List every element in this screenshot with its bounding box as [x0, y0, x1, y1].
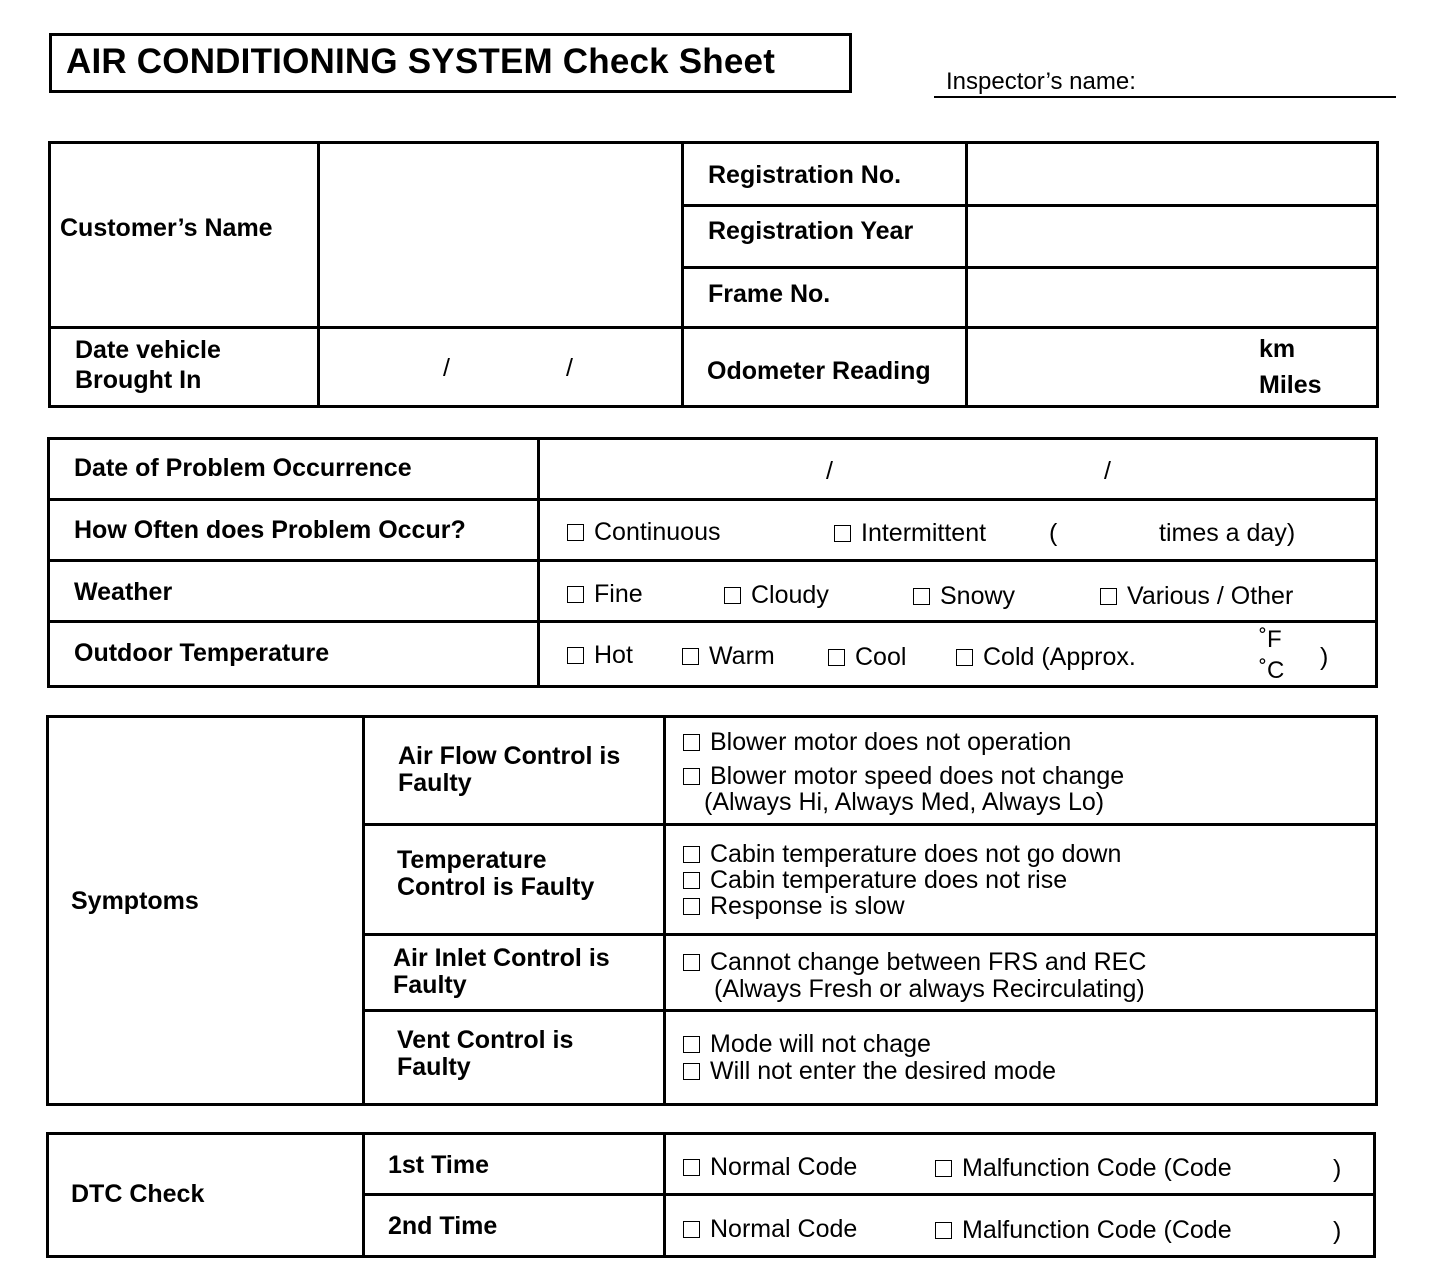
option-label: Cabin temperature does not rise	[710, 866, 1068, 894]
option-label: Normal Code	[710, 1215, 858, 1243]
checkbox[interactable]	[935, 1160, 952, 1177]
option-label: Blower motor speed does not change	[710, 762, 1125, 790]
date-separator: /	[443, 354, 450, 382]
weather-snowy-option[interactable]	[913, 582, 1015, 611]
date-of-problem-label: Date of Problem Occurrence	[74, 454, 412, 482]
option-label: Snowy	[940, 582, 1016, 610]
frame-no-field[interactable]	[970, 270, 1375, 324]
date-brought-in-label-line1: Date vehicle	[75, 336, 221, 364]
checkbox[interactable]	[683, 954, 700, 971]
dtc1-malfunction-code-option[interactable]	[935, 1154, 1232, 1183]
option-label: Cold (Approx.	[983, 643, 1136, 671]
divider	[663, 715, 666, 1106]
page-title: AIR CONDITIONING SYSTEM Check Sheet	[66, 42, 776, 81]
dtc-check-label: DTC Check	[71, 1180, 205, 1208]
registration-no-label: Registration No.	[708, 161, 902, 189]
paren-close: )	[1333, 1155, 1342, 1183]
weather-other-option[interactable]	[1100, 582, 1293, 611]
weather-cloudy-option[interactable]	[724, 581, 829, 610]
checkbox[interactable]	[935, 1222, 952, 1239]
vent-not-desired-mode-option[interactable]	[683, 1057, 1056, 1086]
checkbox[interactable]	[828, 649, 845, 666]
temp-control-label-line2: Control is Faulty	[397, 873, 595, 901]
divider	[47, 620, 1378, 623]
option-label: Cabin temperature does not go down	[710, 840, 1122, 868]
date-brought-in-field[interactable]	[322, 330, 678, 404]
checkbox[interactable]	[567, 647, 584, 664]
divider	[362, 715, 365, 1106]
divider	[47, 498, 1378, 501]
airflow-label	[398, 743, 620, 797]
temp-not-down-option[interactable]	[683, 840, 1121, 869]
approx-temp-field[interactable]	[1162, 630, 1254, 680]
date-separator: /	[566, 354, 573, 382]
temp-control-label	[397, 847, 594, 901]
air-inlet-label	[393, 945, 610, 999]
option-label: Normal Code	[710, 1153, 858, 1181]
divider	[362, 1193, 1376, 1196]
option-label: Malfunction Code (Code	[962, 1154, 1232, 1182]
dtc2-malfunction-code-option[interactable]	[935, 1216, 1232, 1245]
divider	[681, 141, 684, 408]
checkbox[interactable]	[567, 586, 584, 603]
option-label: Will not enter the desired mode	[710, 1057, 1057, 1085]
inlet-note: (Always Fresh or always Recirculating)	[714, 975, 1145, 1003]
vent-control-label-line2: Faulty	[397, 1053, 471, 1081]
checkbox[interactable]	[683, 898, 700, 915]
divider	[362, 1009, 1378, 1012]
airflow-note: (Always Hi, Always Med, Always Lo)	[704, 788, 1105, 816]
odometer-label: Odometer Reading	[707, 357, 931, 385]
symptoms-label: Symptoms	[71, 887, 199, 915]
checkbox[interactable]	[682, 648, 699, 665]
checkbox[interactable]	[567, 524, 584, 541]
checkbox[interactable]	[683, 872, 700, 889]
dtc2-normal-code-option[interactable]	[683, 1215, 857, 1244]
airflow-blower-speed-option[interactable]	[683, 762, 1124, 791]
weather-label: Weather	[74, 578, 173, 606]
divider	[681, 266, 1379, 269]
frequency-label: How Often does Problem Occur?	[74, 516, 466, 544]
option-label: Warm	[709, 642, 775, 670]
divider	[537, 437, 540, 688]
option-label: Fine	[594, 580, 643, 608]
option-label: Various / Other	[1127, 582, 1294, 610]
airflow-blower-no-operation-option[interactable]	[683, 728, 1071, 757]
temp-slow-response-option[interactable]	[683, 892, 905, 921]
vent-mode-not-change-option[interactable]	[683, 1030, 931, 1059]
frame-no-label: Frame No.	[708, 280, 831, 308]
divider	[362, 823, 1378, 826]
date-separator: /	[826, 457, 833, 485]
option-label: Malfunction Code (Code	[962, 1216, 1232, 1244]
vent-control-label-line1: Vent Control is	[397, 1026, 574, 1054]
customer-name-label: Customer’s Name	[60, 214, 273, 242]
checkbox[interactable]	[956, 649, 973, 666]
air-inlet-label-line1: Air Inlet Control is	[393, 944, 610, 972]
checkbox[interactable]	[683, 1221, 700, 1238]
airflow-label-line1: Air Flow Control is	[398, 742, 621, 770]
divider	[317, 141, 320, 408]
divider	[47, 559, 1378, 562]
checkbox[interactable]	[683, 846, 700, 863]
weather-fine-option[interactable]	[567, 580, 643, 609]
registration-year-field[interactable]	[970, 209, 1375, 264]
divider	[965, 141, 968, 408]
dtc-second-time-label: 2nd Time	[388, 1212, 498, 1240]
option-label: Intermittent	[861, 519, 987, 547]
temp-cool-option[interactable]	[828, 643, 906, 672]
option-label: Response is slow	[710, 892, 905, 920]
date-separator: /	[1104, 457, 1111, 485]
temp-hot-option[interactable]	[567, 641, 633, 670]
inspector-name-field[interactable]	[934, 96, 1396, 98]
temp-not-rise-option[interactable]	[683, 866, 1067, 895]
checkbox[interactable]	[683, 1159, 700, 1176]
checkbox[interactable]	[683, 734, 700, 751]
air-inlet-label-line2: Faulty	[393, 971, 467, 999]
dtc1-normal-code-option[interactable]	[683, 1153, 857, 1182]
frequency-times-label: times a day)	[1159, 519, 1296, 547]
airflow-label-line2: Faulty	[398, 769, 472, 797]
times-a-day-field[interactable]	[1064, 512, 1156, 552]
checkbox[interactable]	[683, 768, 700, 785]
checkbox[interactable]	[913, 588, 930, 605]
option-label: Continuous	[594, 518, 721, 546]
checkbox[interactable]	[683, 1036, 700, 1053]
option-label: Cannot change between FRS and REC	[710, 948, 1147, 976]
inlet-cannot-change-option[interactable]	[683, 948, 1146, 977]
inspector-name-label: Inspector’s name:	[946, 68, 1136, 95]
dtc1-code-field[interactable]	[1268, 1146, 1330, 1186]
option-label: Blower motor does not operation	[710, 728, 1072, 756]
unit-miles: Miles	[1259, 371, 1322, 399]
divider	[681, 204, 1379, 207]
odometer-field[interactable]	[970, 330, 1250, 404]
frequency-continuous-option[interactable]	[567, 518, 720, 547]
unit-fahrenheit: ˚F	[1259, 626, 1282, 653]
temp-cold-option[interactable]	[956, 643, 1136, 672]
outdoor-temp-label: Outdoor Temperature	[74, 639, 330, 667]
unit-celsius: ˚C	[1259, 657, 1285, 684]
unit-km: km	[1259, 335, 1296, 363]
checkbox[interactable]	[1100, 588, 1117, 605]
option-label: Hot	[594, 641, 633, 669]
temp-warm-option[interactable]	[682, 642, 775, 671]
divider	[362, 933, 1378, 936]
temp-control-label-line1: Temperature	[397, 846, 547, 874]
frequency-paren-open: (	[1049, 519, 1058, 547]
vent-control-label	[397, 1027, 573, 1081]
checkbox[interactable]	[834, 525, 851, 542]
divider	[48, 326, 1379, 329]
checkbox[interactable]	[683, 1063, 700, 1080]
checkbox[interactable]	[724, 587, 741, 604]
option-label: Cool	[855, 643, 907, 671]
date-of-problem-field[interactable]	[542, 442, 1374, 496]
option-label: Cloudy	[751, 581, 829, 609]
paren-close: )	[1333, 1217, 1342, 1245]
paren-close: )	[1320, 643, 1329, 671]
date-brought-in-label-line2: Brought In	[75, 366, 202, 394]
customer-name-field[interactable]	[322, 146, 678, 324]
frequency-intermittent-option[interactable]	[834, 519, 986, 548]
dtc2-code-field[interactable]	[1268, 1208, 1330, 1248]
registration-year-label: Registration Year	[708, 217, 914, 245]
option-label: Mode will not chage	[710, 1030, 931, 1058]
dtc-first-time-label: 1st Time	[388, 1151, 489, 1179]
registration-no-field[interactable]	[970, 146, 1375, 202]
